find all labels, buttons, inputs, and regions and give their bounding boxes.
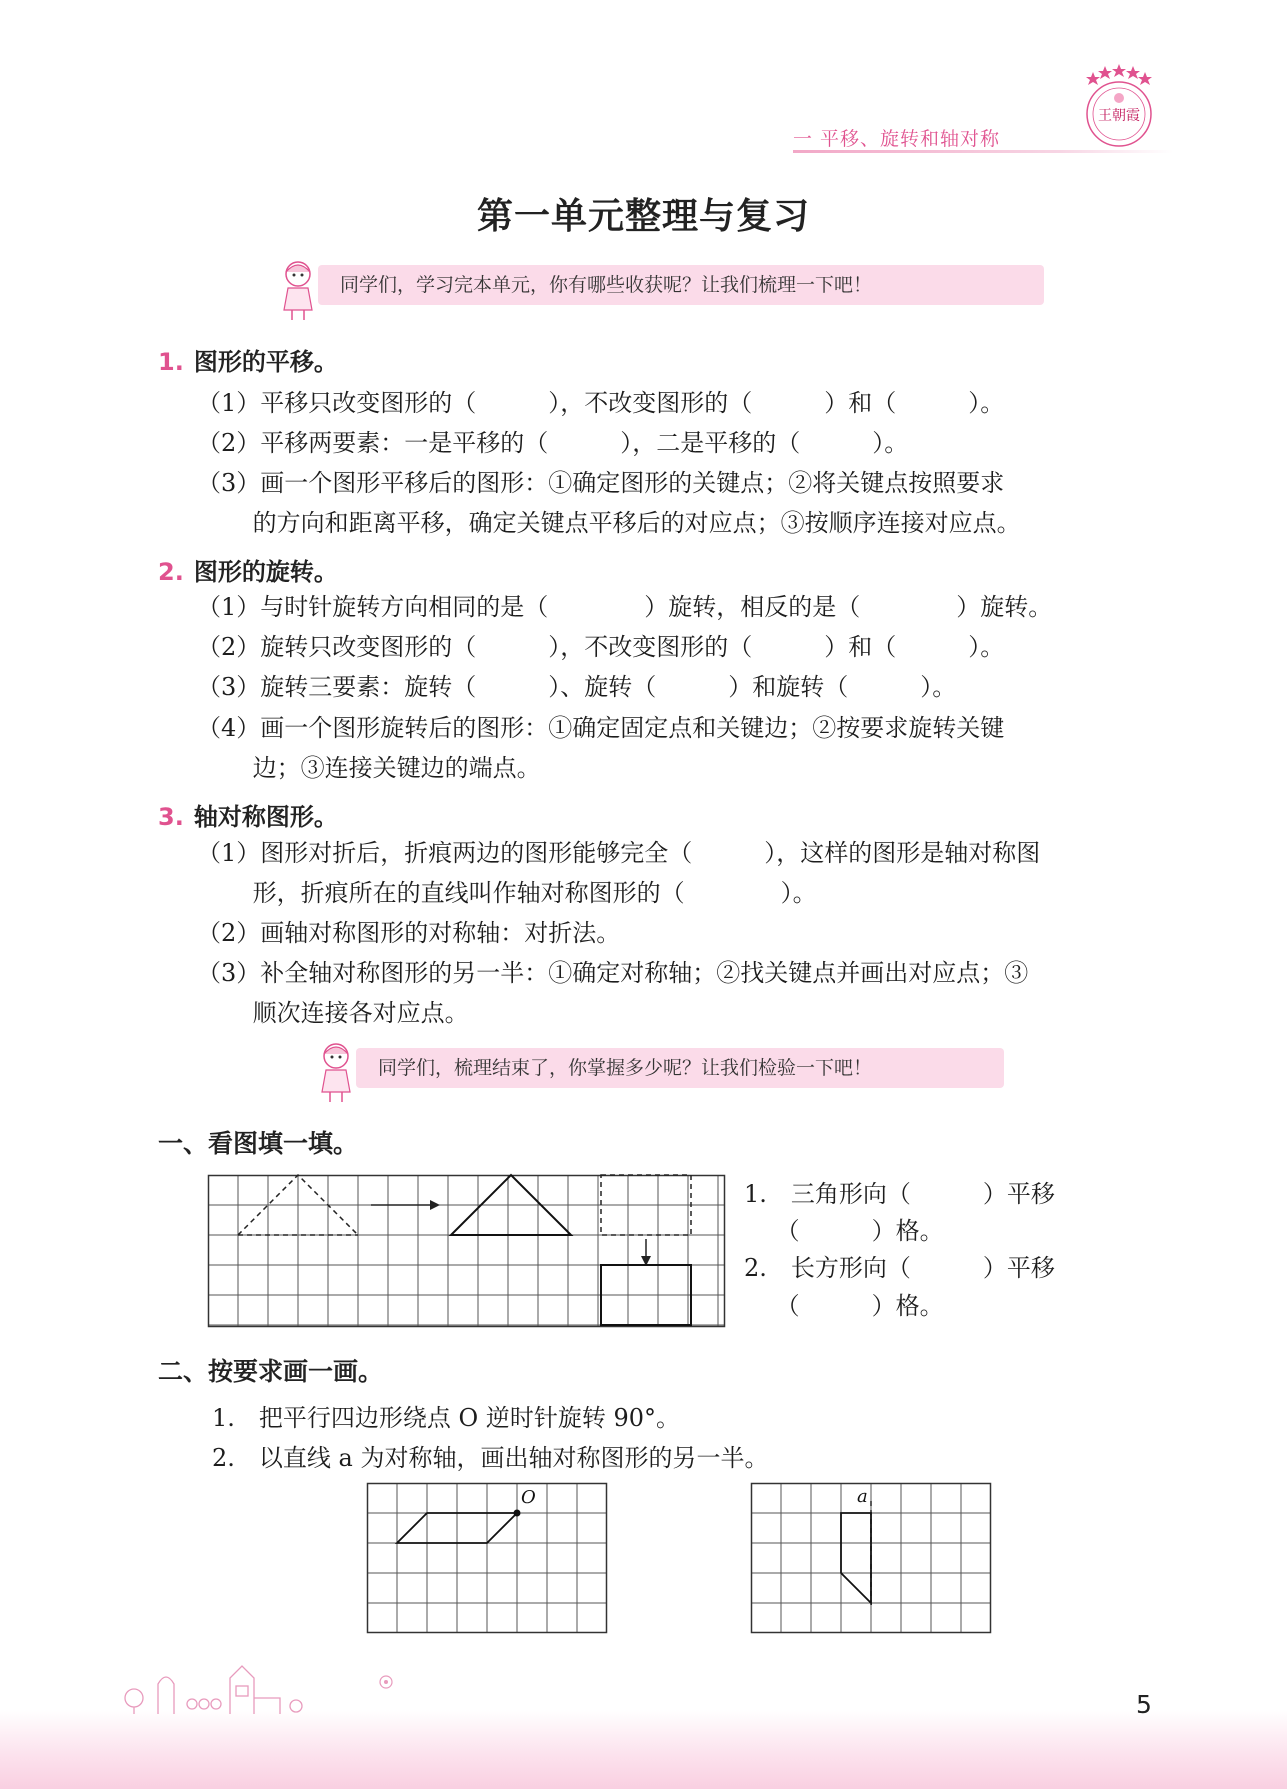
translation-grid [208, 1175, 725, 1327]
top-speech-bar: 同学们，学习完本单元，你有哪些收获呢？让我们梳理一下吧！ [318, 265, 1044, 305]
section-3-heading [158, 797, 338, 832]
page-number: 5 [1136, 1690, 1152, 1719]
girl-mascot-icon [310, 1040, 362, 1104]
part-2-heading: 二、按要求画一画。 [158, 1357, 384, 1386]
text-line: 的方向和距离平移，确定关键点平移后的对应点；③按顺序连接对应点。 [197, 509, 1021, 537]
section-title: 图形的旋转。 [193, 558, 338, 586]
text-line: （2）旋转只改变图形的（ ），不改变图形的（ ）和（ ）。 [197, 633, 1005, 661]
symmetry-grid [751, 1483, 991, 1633]
flower-decoration-icon [374, 1672, 398, 1692]
section-1-heading [158, 342, 338, 377]
question-text: 2. 长方形向（ ）平移 [744, 1254, 1055, 1282]
section-number: 3. [158, 803, 184, 831]
instruction-text: 1. 把平行四边形绕点 O 逆时针旋转 90°。 [212, 1404, 680, 1432]
axis-a-label: a [857, 1486, 868, 1507]
section-title: 轴对称图形。 [193, 803, 338, 831]
rotation-grid [367, 1483, 607, 1633]
text-line: （3）画一个图形平移后的图形：①确定图形的关键点；②将关键点按照要求 [197, 469, 1005, 497]
half-figure [841, 1513, 871, 1603]
point-o [514, 1510, 521, 1517]
text-line: （1）图形对折后，折痕两边的图形能够完全（ ），这样的图形是轴对称图 [197, 839, 1041, 867]
text-line: 形，折痕所在的直线叫作轴对称图形的（ ）。 [197, 879, 817, 907]
question-text: 1. 三角形向（ ）平移 [744, 1180, 1055, 1208]
castle-decoration-icon [120, 1648, 320, 1714]
part-1-heading: 一、看图填一填。 [158, 1129, 359, 1158]
text-line: （1）平移只改变图形的（ ），不改变图形的（ ）和（ ）。 [197, 389, 1005, 417]
logo-text: 王朝霞 [1098, 108, 1140, 124]
text-line: 顺次连接各对应点。 [197, 999, 469, 1027]
page-title: 第一单元整理与复习 [476, 196, 810, 237]
footer-band [0, 1710, 1287, 1789]
section-number: 1. [158, 348, 184, 376]
section-2-heading [158, 552, 338, 587]
publisher-logo [1075, 62, 1155, 150]
section-title: 图形的平移。 [193, 348, 338, 376]
question-text: （ ）格。 [744, 1217, 944, 1245]
chapter-underline [793, 150, 1173, 153]
text-line: （2）画轴对称图形的对称轴：对折法。 [197, 919, 621, 947]
middle-speech-bar: 同学们，梳理结束了，你掌握多少呢？让我们检验一下吧！ [356, 1048, 1004, 1088]
text-line: （3）旋转三要素：旋转（ ）、旋转（ ）和旋转（ ）。 [197, 673, 957, 701]
text-line: （2）平移两要素：一是平移的（ ），二是平移的（ ）。 [197, 429, 909, 457]
text-line: （1）与时针旋转方向相同的是（ ）旋转，相反的是（ ）旋转。 [197, 593, 1053, 621]
text-line: 边；③连接关键边的端点。 [197, 754, 541, 782]
section-number: 2. [158, 558, 184, 586]
text-line: （3）补全轴对称图形的另一半：①确定对称轴；②找关键点并画出对应点；③ [197, 959, 1029, 987]
girl-mascot-icon [272, 258, 324, 322]
instruction-text: 2. 以直线 a 为对称轴，画出轴对称图形的另一半。 [212, 1444, 769, 1472]
text-line: （4）画一个图形旋转后的图形：①确定固定点和关键边；②按要求旋转关键 [197, 714, 1005, 742]
question-text: （ ）格。 [744, 1292, 944, 1320]
point-o-label: O [521, 1487, 536, 1508]
chapter-title: 一 平移、旋转和轴对称 [793, 128, 1001, 150]
